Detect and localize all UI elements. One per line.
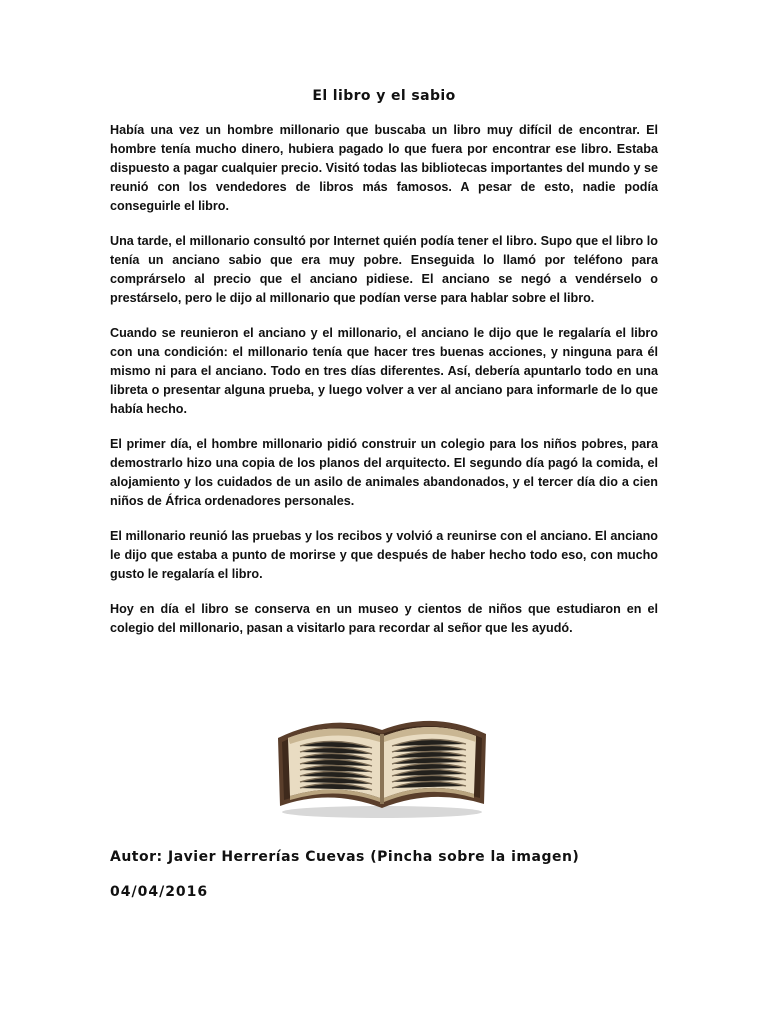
paragraph-1: Había una vez un hombre millonario que buscaba un libro muy difícil de encontrar. El hombre tenía mucho dinero, hubiera pagado lo que fuera por encontrar ese libro. Estaba dispuesto a pagar cualquier precio. Visitó todas las bibliotecas importantes del mundo y se reunió con los vendedores de libros más famosos. A pesar de esto, nadie podía conseguirle el libro.: [110, 123, 658, 213]
document-title: El libro y el sabio: [312, 88, 456, 104]
paragraph-3: Cuando se reunieron el anciano y el millonario, el anciano le dijo que le regalaría el libro con una condición: el millonario tenía que hacer tres buenas acciones, y ninguna para él mismo ni para el anciano. Todo en tres días diferentes. Así, debería apuntarlo todo en una libreta o presentar alguna prueba, y luego volver a ver al anciano para informarle de lo que había hecho.: [110, 326, 658, 416]
open-book-image[interactable]: [272, 708, 492, 820]
paragraph-5: El millonario reunió las pruebas y los recibos y volvió a reunirse con el anciano. El anciano le dijo que estaba a punto de morirse y que después de haber hecho todo eso, con mucho gusto le regalaría el libro.: [110, 529, 658, 581]
paragraph-4: El primer día, el hombre millonario pidió construir un colegio para los niños pobres, para demostrarlo hizo una copia de los planos del arquitecto. El segundo día pagó la comida, el alojamiento y los cuidados de un asilo de animales abandonados, y el tercer día dio a cien niños de África ordenadores personales.: [110, 437, 658, 508]
open-book-icon: [272, 708, 492, 820]
paragraph-6: Hoy en día el libro se conserva en un museo y cientos de niños que estudiaron en el colegio del millonario, pasan a visitarlo para recordar al señor que les ayudó.: [110, 602, 658, 635]
author-link[interactable]: Autor: Javier Herrerías Cuevas (Pincha sobre la imagen): [110, 849, 580, 865]
document-body: [110, 121, 658, 654]
paragraph-2: Una tarde, el millonario consultó por Internet quién podía tener el libro. Supo que el libro lo tenía un anciano sabio que era muy pobre. Enseguida lo llamó por teléfono para comprárselo al precio que el anciano pidiese. El anciano se negó a vendérselo o prestárselo, pero le dijo al millonario que podían verse para hablar sobre el libro.: [110, 234, 658, 305]
publication-date: 04/04/2016: [110, 884, 209, 900]
